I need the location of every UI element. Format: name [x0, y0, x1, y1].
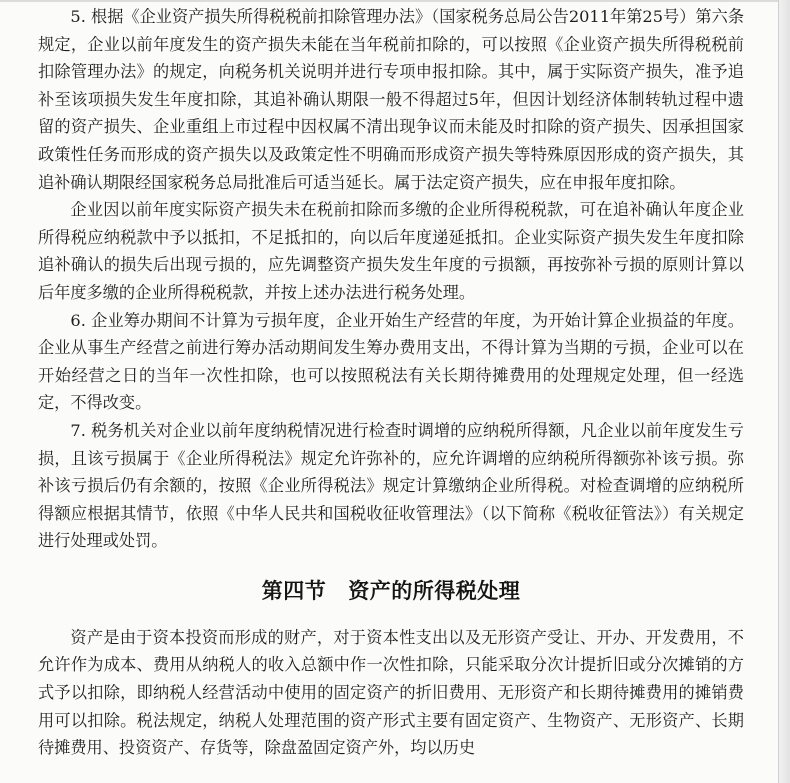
section-number: 第四节 [261, 578, 327, 603]
paragraph-item-5: 5. 根据《企业资产损失所得税税前扣除管理办法》（国家税务总局公告2011年第25号）第六条规定，企业以前年度发生的资产损失未能在当年税前扣除的，可以按照《企业资产损失所得税税前扣除管理办法》的规定，向税务机关说明并进行专项申报扣除。其中，属于实际资产损失，准予追补至该项损失发生年度扣除，其追补确认期限一般不得超过5年，但因计划经济体制转轨过程中遗留的资产损失、企业重组上市过程中因权属不清出现争议而未能及时扣除的资产损失、因承担国家政策性任务而形成的资产损失以及政策定性不明确而形成资产损失等特殊原因形成的资产损失，其追补确认期限经国家税务总局批准后可适当延长。属于法定资产损失，应在申报年度扣除。 [38, 7, 744, 192]
section-heading [38, 576, 744, 606]
paragraph-deferred-deduction: 企业因以前年度实际资产损失未在税前扣除而多缴的企业所得税税款，可在追补确认年度企业所得税应纳税款中予以抵扣，不足抵扣的，向以后年度递延抵扣。企业实际资产损失发生年度扣除追补确认的损失后出现亏损的，应先调整资产损失发生年度的亏损额，再按弥补亏损的原则计算以后年度多缴的企业所得税税款，并按上述办法进行税务处理。 [38, 200, 744, 302]
paragraph-asset-definition: 资产是由于资本投资而形成的财产，对于资本性支出以及无形资产受让、开办、开发费用，不允许作为成本、费用从纳税人的收入总额中作一次性扣除，只能采取分次计提折旧或分次摊销的方式予以扣除，即纳税人经营活动中使用的固定资产的折旧费用、无形资产和长期待摊费用的摊销费用可以扣除。税法规定，纳税人处理范围的资产形式主要有固定资产、生物资产、无形资产、长期待摊费用、投资资产、存货等，除盘盈固定资产外，均以历史 [38, 627, 744, 758]
section-title: 资产的所得税处理 [348, 578, 521, 603]
paragraph-item-6: 6. 企业筹办期间不计算为亏损年度，企业开始生产经营的年度，为开始计算企业损益的年度。企业从事生产经营之前进行筹办活动期间发生筹办费用支出，不得计算为当期的亏损，企业可以在开始经营之日的当年一次性扣除，也可以按照税法有关长期待摊费用的处理规定处理，但一经选定，不得改变。 [38, 310, 744, 413]
text-column [38, 3, 744, 762]
page-top-edge [0, 0, 790, 2]
page-binding-edge [778, 0, 790, 783]
paragraph-item-7: 7. 税务机关对企业以前年度纳税情况进行检查时调增的应纳税所得额，凡企业以前年度发生亏损，且该亏损属于《企业所得税法》规定允许弥补的，应允许调增的应纳税所得额弥补该亏损。弥补该亏损后仍有余额的，按照《企业所得税法》规定计算缴纳企业所得税。对检查调增的应纳税所得额应根据其情节，依照《中华人民共和国税收征收管理法》（以下简称《税收征管法》）有关规定进行处理或处罚。 [38, 420, 744, 551]
